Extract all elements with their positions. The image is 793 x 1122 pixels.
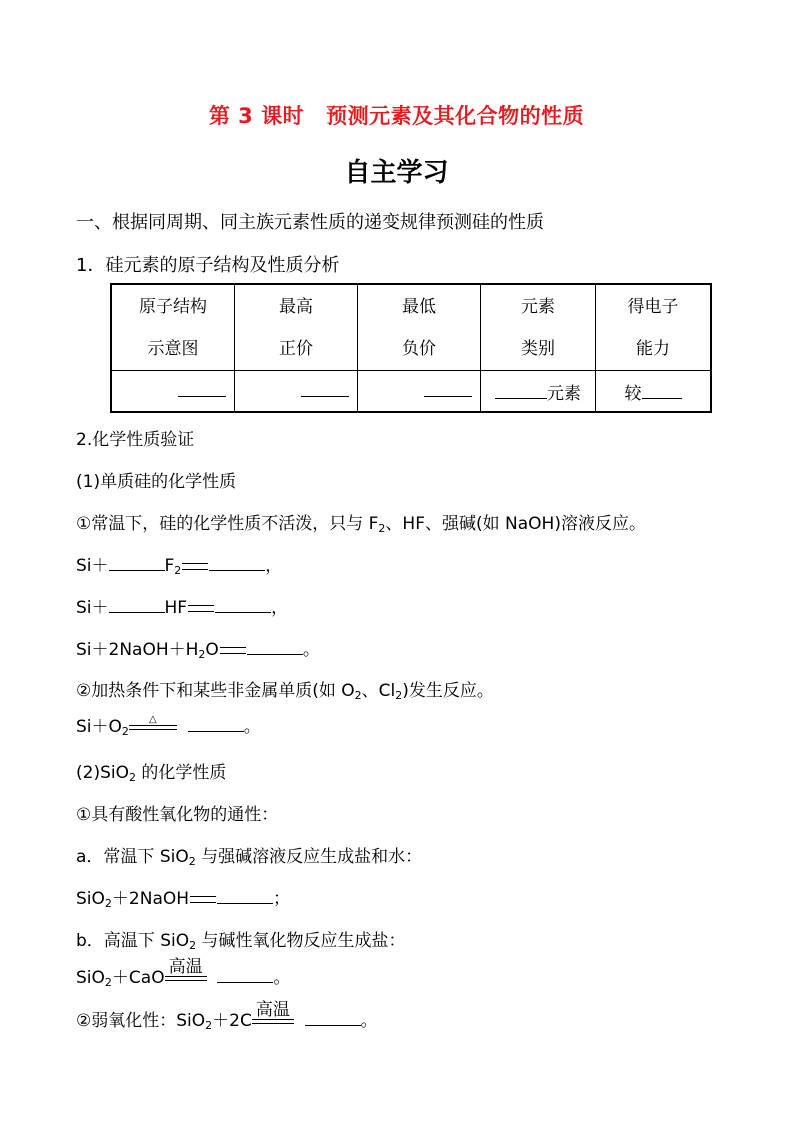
equation-5: SiO$_2$＋2NaOH ；: [76, 889, 291, 910]
equation-7: ②弱氧化性：SiO$_2$＋2C 高温 。: [76, 1000, 378, 1032]
equation-blank[interactable]: [109, 554, 165, 571]
lesson-number: 第 3 课时: [208, 104, 305, 128]
equation-blank[interactable]: [217, 966, 273, 983]
section1-heading: 一、根据同周期、同主族元素性质的递变规律预测硅的性质: [76, 212, 544, 233]
paragraph-a: a．常温下 SiO$_2$ 与强碱溶液反应生成盐和水：: [76, 847, 423, 868]
equation-2: Si＋ HF ，: [76, 598, 289, 618]
section-subtitle: 自主学习: [344, 158, 449, 188]
lesson-topic: 预测元素及其化合物的性质: [326, 104, 585, 128]
sub1-heading: (1)单质硅的化学性质: [76, 472, 237, 492]
answer-cell: [358, 371, 481, 413]
paragraph-heating: ②加热条件下和某些非金属单质(如 $O_2$、$Cl_2$)发生反应。: [76, 681, 494, 702]
table-header-cell: 得电子 能力: [596, 284, 712, 371]
table-header-cell: 最高 正价: [235, 284, 358, 371]
answer-cell: [111, 371, 235, 413]
paragraph-silicon-room-temp: ①常温下，硅的化学性质不活泼，只与 $F_2$、HF、强碱(如 NaOH)溶液反应。: [76, 514, 646, 535]
section2-heading: 2.化学性质验证: [76, 430, 195, 450]
equation-blank[interactable]: [209, 554, 265, 571]
equation-blank[interactable]: [188, 715, 244, 732]
equation-blank[interactable]: [217, 887, 273, 904]
answer-blank[interactable]: [301, 380, 349, 397]
answer-cell: 较: [596, 371, 712, 413]
silicon-table: [110, 283, 712, 413]
equation-1: $Si+ F_2$ ，: [76, 556, 283, 577]
equation-blank[interactable]: [305, 1009, 361, 1026]
equation-4: $Si+O_2$ △ 。: [76, 714, 261, 738]
equation-blank[interactable]: [215, 596, 271, 613]
answer-blank[interactable]: [178, 380, 226, 397]
paragraph-acidic-oxide: ①具有酸性氧化物的通性：: [76, 805, 279, 825]
table-header-cell: 原子结构 示意图: [111, 284, 235, 371]
answer-blank[interactable]: [424, 380, 472, 397]
equation-3: $Si+2NaOH+H_2O$ 。: [76, 640, 320, 661]
equation-blank[interactable]: [247, 638, 303, 655]
item1-heading: 1．硅元素的原子结构及性质分析: [76, 255, 340, 276]
table-header-cell: 元素 类别: [481, 284, 596, 371]
sub2-heading: (2)SiO$_2$ 的化学性质: [76, 763, 227, 784]
paragraph-b: b．高温下 SiO$_2$ 与碱性氧化物反应生成盐：: [76, 931, 406, 952]
equation-6: SiO$_2$＋CaO 高温 。: [76, 957, 291, 989]
answer-blank[interactable]: [642, 382, 682, 399]
table-header-cell: 最低 负价: [358, 284, 481, 371]
answer-cell: [235, 371, 358, 413]
lesson-title: [0, 100, 793, 130]
answer-blank[interactable]: [495, 382, 547, 399]
answer-cell: 元素: [481, 371, 596, 413]
equation-blank[interactable]: [109, 596, 165, 613]
